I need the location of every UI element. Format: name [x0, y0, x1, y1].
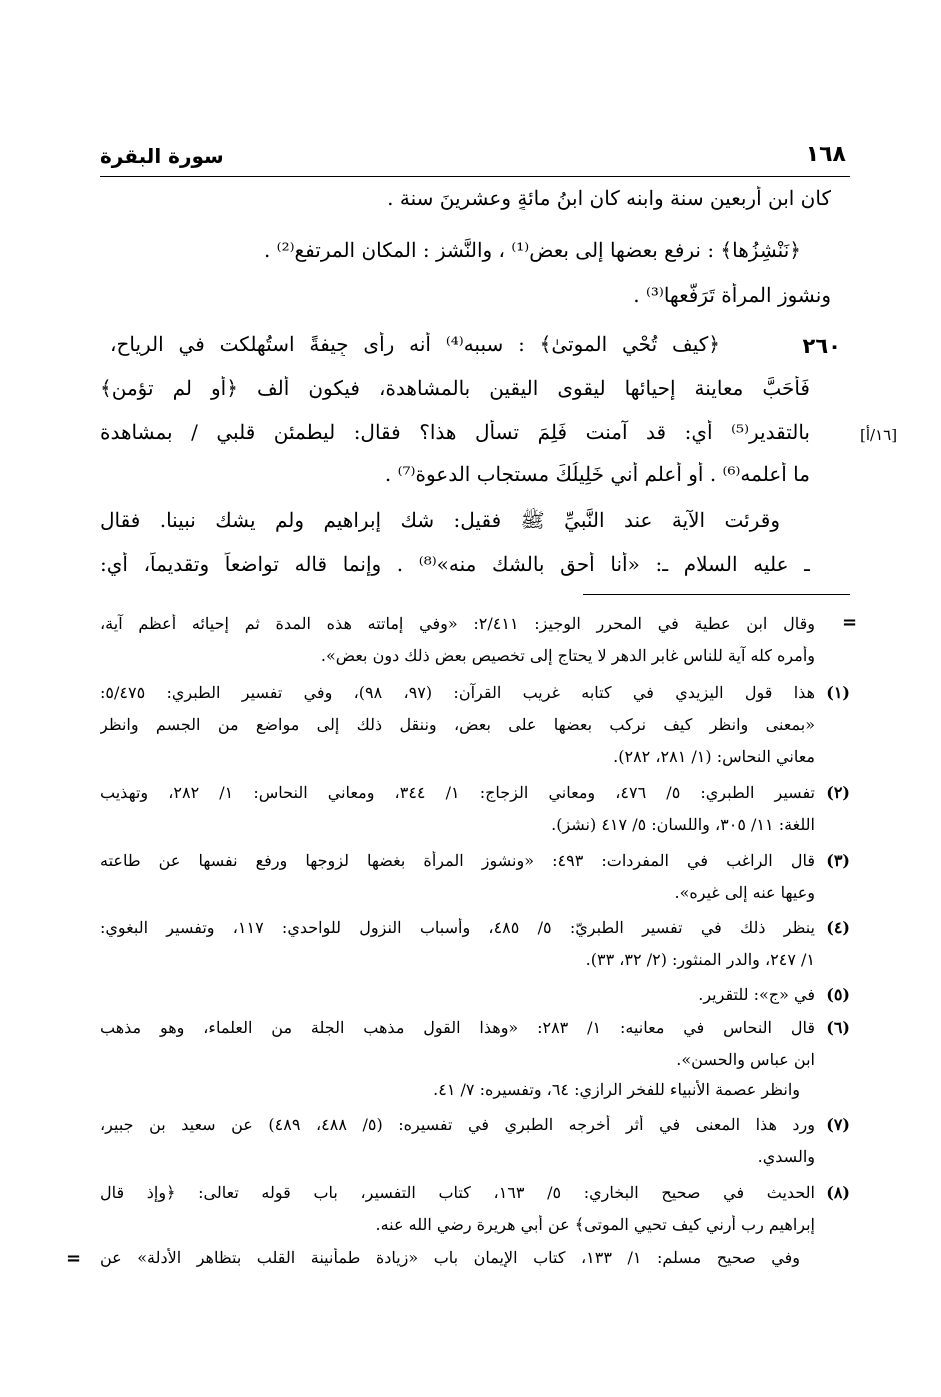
page-number: ١٦٨	[805, 142, 846, 167]
footnote-2-line-1: تفسير الطبري: ٥/ ٤٧٦، ومعاني الزجاج: ١/ ٣٤٤، ومعاني النحاس: ١/ ٢٨٢، وتهذيب	[100, 783, 815, 802]
footnote-6-line-2: ابن عباس والحسن».	[676, 1050, 815, 1069]
footnote-number-7: (٧)	[826, 1115, 850, 1134]
body-line-1: كان ابن أربعين سنة وابنه كان ابنُ مائةٍ وعشرينَ سنة .	[387, 186, 831, 210]
body-line-5: فَأَحَبَّ معاينة إحيائها ليقوى اليقين بالمشاهدة، فيكون ألف ﴿أو لم تؤمن﴾	[100, 376, 810, 400]
footnote-3-line-2: وعيها عنه إلى غيره».	[674, 883, 815, 902]
body-line-6: بالتقدير⁽⁵⁾ أي: قد آمنت فَلِمَ تسأل هذا؟ فقال: ليطمئن قلبي / بمشاهدة	[100, 420, 810, 444]
footnote-intro-line-2: وأمره كله آية للناس غابر الدهر لا يحتاج إلى تخصيص بعض ذلك دون بعض».	[320, 646, 815, 665]
footnote-5-line-1: في «ج»: للتقرير.	[698, 985, 815, 1004]
footnote-4-line-2: ١/ ٢٤٧، والدر المنثور: (٢/ ٣٢، ٣٣).	[585, 950, 815, 969]
footnote-4-line-1: ينظر ذلك في تفسير الطبريّ: ٥/ ٤٨٥، وأسباب النزول للواحدي: ١١٧، وتفسير البغوي:	[100, 918, 815, 937]
footnote-7-line-2: والسدي.	[757, 1147, 815, 1166]
footnote-intro-line-1: وقال ابن عطية في المحرر الوجيز: ٢/٤١١: «وفي إماتته هذه المدة ثم إحيائه أعظم آية،	[100, 614, 815, 633]
body-line-7: ما أعلمه⁽⁶⁾ . أو أعلم أني خَلِيلُكَ مستجاب الدعوة⁽⁷⁾ .	[384, 462, 810, 486]
continuation-mark-top: =	[842, 612, 858, 633]
footnote-8-line-1: الحديث في صحيح البخاري: ٥/ ١٦٣، كتاب التفسير، باب قوله تعالى: ﴿وإذ قال	[100, 1183, 815, 1202]
footnote-2-line-2: اللغة: ١١/ ٣٠٥، واللسان: ٥/ ٤١٧ (نشز).	[551, 815, 815, 834]
continuation-mark-bottom: =	[66, 1248, 82, 1269]
footnote-8-line-3: وفي صحيح مسلم: ١/ ١٣٣، كتاب الإيمان باب «زيادة طمأنينة القلب بتظاهر الأدلة» عن	[100, 1248, 800, 1267]
manuscript-folio-ref: [١٦/أ]	[860, 426, 898, 444]
page-header	[100, 140, 850, 177]
footnote-6-line-1: قال النحاس في معانيه: ١/ ٢٨٣: «وهذا القول مذهب الجلة من العلماء، وهو مذهب	[100, 1018, 815, 1037]
footnote-6-line-3: وانظر عصمة الأنبياء للفخر الرازي: ٦٤، وتفسيره: ٧/ ٤١.	[433, 1080, 800, 1099]
footnote-7-line-1: ورد هذا المعنى في أثر أخرجه الطبري في تفسيره: (٥/ ٤٨٨، ٤٨٩) عن سعيد بن جبير،	[100, 1115, 815, 1134]
body-line-2: ﴿نَنْشِزُها﴾ : نرفع بعضها إلى بعض⁽¹⁾ ، والنَّشز : المكان المرتفع⁽²⁾ .	[263, 238, 801, 262]
footnote-number-3: (٣)	[826, 851, 850, 870]
footnote-separator	[583, 594, 850, 595]
body-line-8: وقرئت الآية عند النَّبيِّ ﷺ فقيل: شك إبراهيم ولم يشك نبينا. فقال	[100, 508, 780, 532]
footnote-1-line-3: معاني النحاس: (١/ ٢٨١، ٢٨٢).	[613, 747, 815, 766]
verse-number: ٢٦٠	[802, 334, 841, 358]
sura-title: سورة البقرة	[100, 144, 224, 168]
footnote-1-line-1: هذا قول اليزيدي في كتابه غريب القرآن: (٩٧، ٩٨)، وفي تفسير الطبري: ٥/٤٧٥:	[100, 683, 815, 702]
footnote-number-5: (٥)	[826, 985, 850, 1004]
body-line-3: ونشوز المرأة تَرَفُّعها⁽³⁾ .	[633, 283, 831, 307]
footnote-number-4: (٤)	[826, 918, 850, 937]
body-line-9: ـ عليه السلام ـ: «أنا أحق بالشك منه»⁽⁸⁾ . وإنما قاله تواضعاً وتقديماً، أي:	[100, 552, 810, 576]
footnote-3-line-1: قال الراغب في المفردات: ٤٩٣: «ونشوز المرأة بغضها لزوجها ورفع نفسها عن طاعته	[100, 851, 815, 870]
footnote-number-6: (٦)	[826, 1018, 850, 1037]
footnote-number-2: (٢)	[826, 783, 850, 802]
footnote-number-1: (١)	[826, 683, 850, 702]
footnote-1-line-2: «بمعنى وانظر كيف نركب بعضها على بعض، وننقل ذلك إلى مواضع من الجسم وانظر	[100, 715, 815, 734]
footnote-number-8: (٨)	[826, 1183, 850, 1202]
body-line-4: ﴿كيف تُحْيِ الموتىٰ﴾ : سببه⁽⁴⁾ أنه رأى جِيفةً استُهلكت في الرياح،	[110, 332, 720, 356]
footnote-8-line-2: إبراهيم رب أرني كيف تحيي الموتى﴾ عن أبي هريرة رضي الله عنه.	[375, 1215, 815, 1234]
